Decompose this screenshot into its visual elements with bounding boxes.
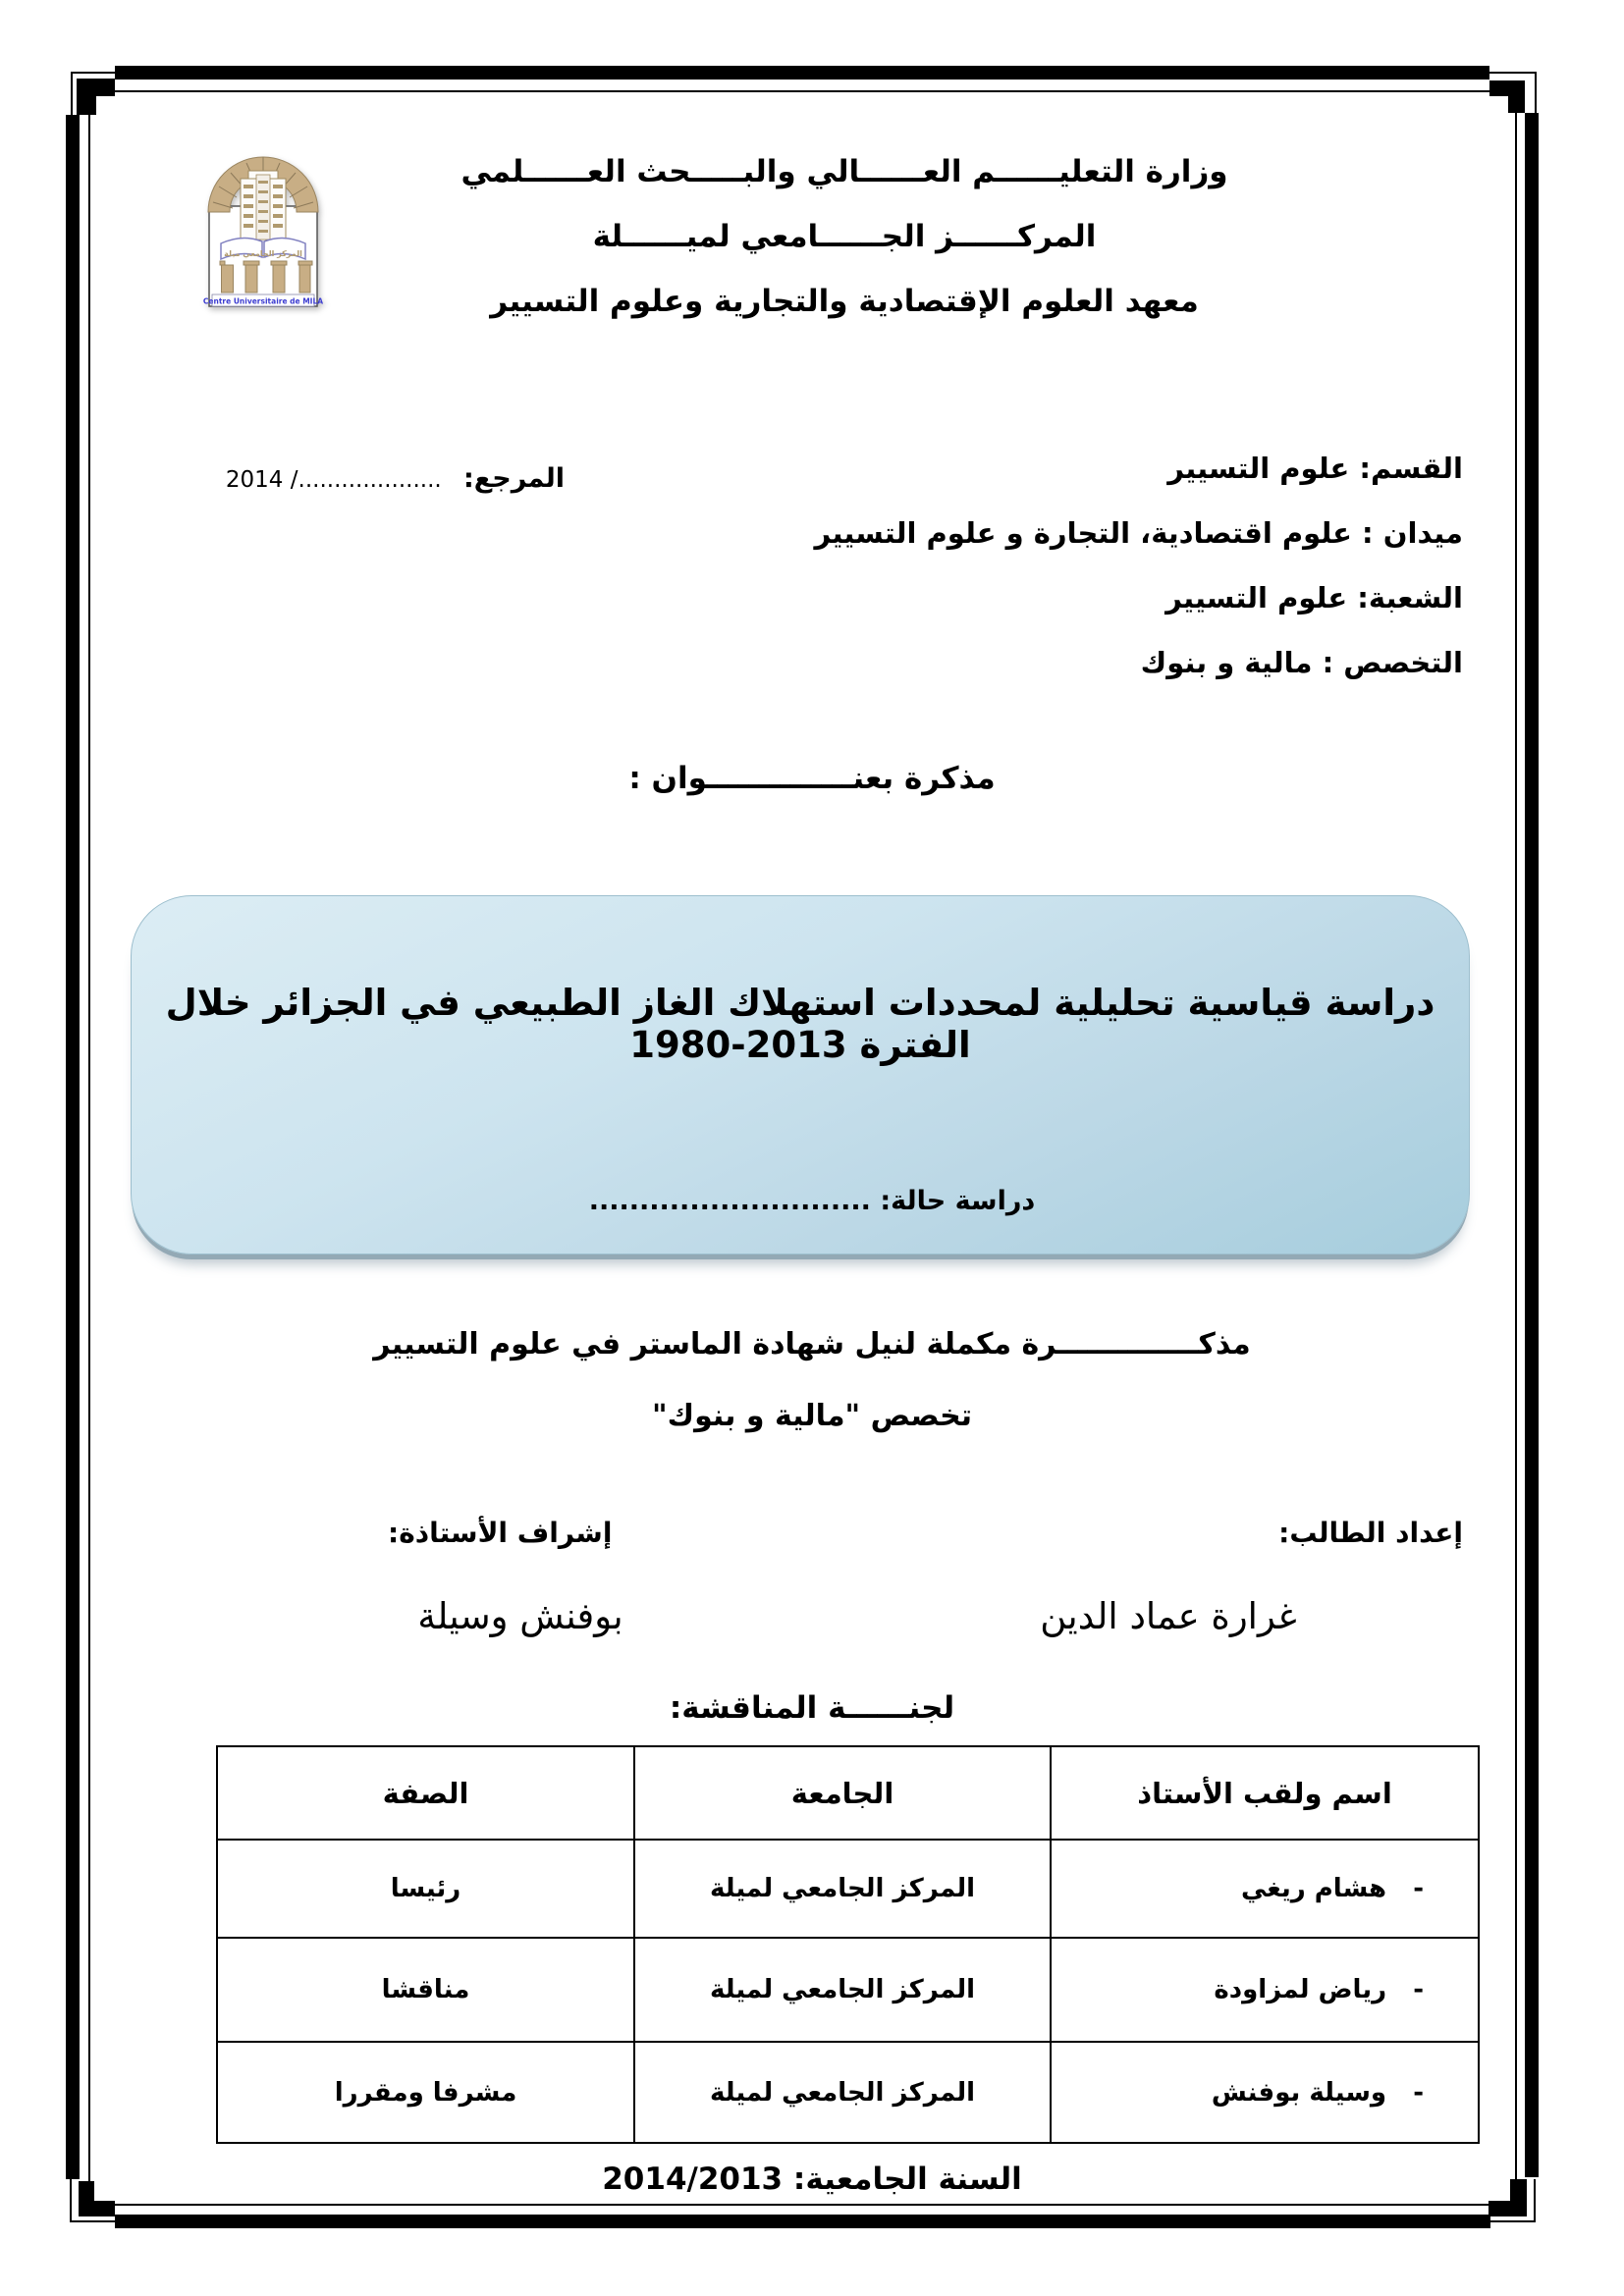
supervisor-label: إشراف الأستاذة: (388, 1517, 613, 1549)
page-border-corner-bl2 (90, 2201, 115, 2216)
page-border-bracket-bl-h (70, 2220, 117, 2222)
page-border-corner-tr2 (1508, 80, 1525, 113)
page-border-bracket-tr-v (1535, 72, 1537, 115)
page-border-thick-top (115, 66, 1489, 80)
committee-header-row (217, 1746, 1479, 1840)
committee-row (217, 2042, 1479, 2143)
reference-label: المرجع: (463, 463, 565, 494)
professor-name-cell: - هشام ريغي (1051, 1840, 1479, 1938)
page-border-corner-tl2 (77, 79, 96, 115)
degree-specialty-line: تخصص "مالية و بنوك" (652, 1399, 972, 1433)
column-university: الجامعة (634, 1746, 1051, 1840)
role-cell: رئيسا (217, 1840, 634, 1938)
page-border-bracket-tr-h (1489, 72, 1537, 74)
page-border-bracket-br-h (1489, 2220, 1536, 2222)
page-border-thick-bottom (115, 2215, 1490, 2228)
degree-requirement-line: مذكــــــــــــــرة مكملة لنيل شهادة الماستر في علوم التسيير (373, 1327, 1251, 1362)
university-cell: المركز الجامعي لميلة (634, 1840, 1051, 1938)
memo-heading: مذكرة بعنــــــــــــــوان : (628, 761, 996, 796)
page-border-bracket-tl-h (71, 72, 116, 74)
reference-line (221, 463, 565, 494)
specialty-line: التخصص : مالية و بنوك (1140, 646, 1463, 679)
university-cell: المركز الجامعي لميلة (634, 2042, 1051, 2143)
logo-arabic-caption: المركز الجامعي ميلة (224, 249, 302, 258)
professor-name-cell: - وسيلة بوفنش (1051, 2042, 1479, 2143)
page-border-bracket-bl-v (70, 2177, 72, 2222)
branch-line: الشعبة: علوم التسيير (1165, 581, 1463, 614)
thesis-title: دراسة قياسية تحليلية لمحددات استهلاك الغاز الطبيعي في الجزائر خلال الفترة 2013-1980 (165, 982, 1435, 1066)
page-border-bracket-br-v (1534, 2179, 1536, 2222)
column-professor-name: اسم ولقب الأستاذ (1051, 1746, 1479, 1840)
institute-line: معهد العلوم الإقتصادية والتجارية وعلوم التسيير (490, 284, 1199, 319)
department-line: القسم: علوم التسيير (1167, 452, 1463, 485)
academic-year: السنة الجامعية: 2014/2013 (602, 2162, 1022, 2197)
logo-caption: Centre Universitaire de MILA (202, 296, 324, 306)
student-name: غرارة عماد الدين (1040, 1595, 1297, 1637)
logo-building-icon (241, 171, 286, 240)
role-cell: مناقشا (217, 1938, 634, 2042)
ministry-header (334, 139, 1355, 334)
committee-row (217, 1840, 1479, 1938)
page-border-bracket-tl-v (71, 72, 73, 117)
student-label: إعداد الطالب: (1278, 1517, 1463, 1549)
university-cell: المركز الجامعي لميلة (634, 1938, 1051, 2042)
case-study-line: دراسة حالة: ............................ (588, 1186, 1036, 1216)
role-cell: مشرفا ومقررا (217, 2042, 634, 2143)
page-border-thick-left (66, 115, 80, 2179)
department-info (658, 436, 1463, 695)
committee-heading: لجنــــــة المناقشة: (669, 1690, 955, 1726)
university-logo (199, 143, 327, 312)
reference-value: ..................../ 2014 (225, 467, 442, 493)
field-line: ميدان : علوم اقتصادية، التجارة و علوم التسيير (814, 516, 1463, 550)
ministry-line: وزارة التعليــــــم العــــــالي والبـــــحث العــــــلمي (460, 154, 1228, 189)
committee-table (216, 1745, 1480, 2144)
committee-row (217, 1938, 1479, 2042)
column-role: الصفة (217, 1746, 634, 1840)
professor-name-cell: - رياض لمزاودة (1051, 1938, 1479, 2042)
page-border-corner-br2 (1489, 2201, 1527, 2216)
university-center-line: المركــــــز الجــــــامعي لميــــــلة (592, 219, 1097, 254)
committee-table-body (217, 1840, 1479, 2143)
supervisor-name: بوفنش وسيلة (417, 1595, 623, 1637)
page-border-thick-right (1525, 113, 1539, 2177)
